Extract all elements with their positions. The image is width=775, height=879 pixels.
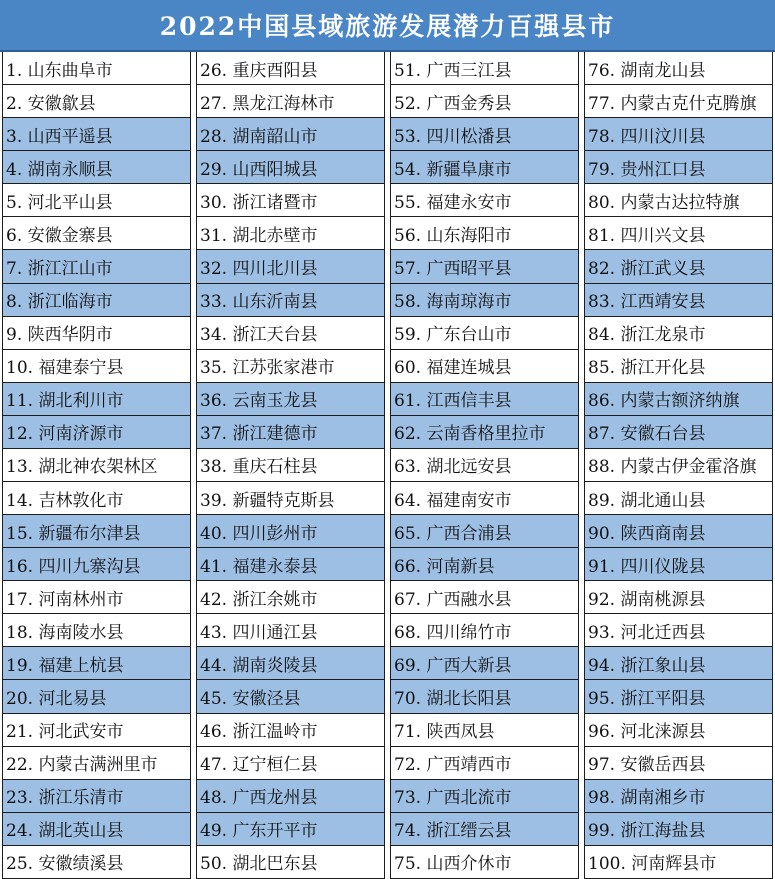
ranking-cell: 58. 海南琼海市 xyxy=(391,284,578,317)
ranking-cell: 79. 贵州江口县 xyxy=(585,151,772,184)
ranking-cell: 47. 辽宁桓仁县 xyxy=(197,747,384,780)
ranking-cell: 57. 广西昭平县 xyxy=(391,250,578,283)
ranking-cell: 92. 湖南桃源县 xyxy=(585,581,772,614)
ranking-cell: 90. 陕西商南县 xyxy=(585,515,772,548)
ranking-cell: 34. 浙江天台县 xyxy=(197,317,384,350)
ranking-cell: 63. 湖北远安县 xyxy=(391,449,578,482)
ranking-cell: 13. 湖北神农架林区 xyxy=(3,449,190,482)
ranking-cell: 38. 重庆石柱县 xyxy=(197,449,384,482)
ranking-cell: 82. 浙江武义县 xyxy=(585,250,772,283)
ranking-cell: 15. 新疆布尔津县 xyxy=(3,515,190,548)
ranking-cell: 29. 山西阳城县 xyxy=(197,151,384,184)
ranking-cell: 87. 安徽石台县 xyxy=(585,416,772,449)
ranking-cell: 3. 山西平遥县 xyxy=(3,118,190,151)
ranking-cell: 73. 广西北流市 xyxy=(391,780,578,813)
ranking-cell: 62. 云南香格里拉市 xyxy=(391,416,578,449)
ranking-cell: 53. 四川松潘县 xyxy=(391,118,578,151)
ranking-grid xyxy=(0,52,775,879)
ranking-cell: 71. 陕西凤县 xyxy=(391,714,578,747)
ranking-cell: 16. 四川九寨沟县 xyxy=(3,548,190,581)
ranking-column-2 xyxy=(196,52,385,879)
ranking-cell: 89. 湖北通山县 xyxy=(585,482,772,515)
ranking-cell: 42. 浙江余姚市 xyxy=(197,581,384,614)
ranking-cell: 96. 河北涞源县 xyxy=(585,714,772,747)
ranking-cell: 30. 浙江诸暨市 xyxy=(197,184,384,217)
ranking-cell: 2. 安徽歙县 xyxy=(3,85,190,118)
ranking-cell: 49. 广东开平市 xyxy=(197,813,384,846)
ranking-cell: 18. 海南陵水县 xyxy=(3,614,190,647)
ranking-cell: 60. 福建连城县 xyxy=(391,350,578,383)
ranking-cell: 59. 广东台山市 xyxy=(391,317,578,350)
ranking-cell: 39. 新疆特克斯县 xyxy=(197,482,384,515)
ranking-cell: 94. 浙江象山县 xyxy=(585,647,772,680)
ranking-cell: 26. 重庆酉阳县 xyxy=(197,52,384,85)
ranking-cell: 98. 湖南湘乡市 xyxy=(585,780,772,813)
ranking-cell: 25. 安徽绩溪县 xyxy=(3,846,190,879)
ranking-cell: 28. 湖南韶山市 xyxy=(197,118,384,151)
ranking-cell: 70. 湖北长阳县 xyxy=(391,680,578,713)
ranking-cell: 48. 广西龙州县 xyxy=(197,780,384,813)
ranking-cell: 11. 湖北利川市 xyxy=(3,383,190,416)
ranking-cell: 24. 湖北英山县 xyxy=(3,813,190,846)
ranking-cell: 95. 浙江平阳县 xyxy=(585,680,772,713)
ranking-cell: 99. 浙江海盐县 xyxy=(585,813,772,846)
ranking-cell: 83. 江西靖安县 xyxy=(585,284,772,317)
ranking-cell: 88. 内蒙古伊金霍洛旗 xyxy=(585,449,772,482)
ranking-cell: 93. 河北迁西县 xyxy=(585,614,772,647)
ranking-cell: 19. 福建上杭县 xyxy=(3,647,190,680)
ranking-cell: 35. 江苏张家港市 xyxy=(197,350,384,383)
ranking-column-4 xyxy=(584,52,773,879)
ranking-cell: 56. 山东海阳市 xyxy=(391,217,578,250)
ranking-cell: 7. 浙江江山市 xyxy=(3,250,190,283)
ranking-cell: 80. 内蒙古达拉特旗 xyxy=(585,184,772,217)
ranking-cell: 37. 浙江建德市 xyxy=(197,416,384,449)
ranking-cell: 66. 河南新县 xyxy=(391,548,578,581)
ranking-cell: 33. 山东沂南县 xyxy=(197,284,384,317)
ranking-cell: 23. 浙江乐清市 xyxy=(3,780,190,813)
ranking-cell: 91. 四川仪陇县 xyxy=(585,548,772,581)
ranking-cell: 4. 湖南永顺县 xyxy=(3,151,190,184)
ranking-cell: 27. 黑龙江海林市 xyxy=(197,85,384,118)
ranking-cell: 74. 浙江缙云县 xyxy=(391,813,578,846)
ranking-cell: 31. 湖北赤壁市 xyxy=(197,217,384,250)
ranking-cell: 46. 浙江温岭市 xyxy=(197,714,384,747)
ranking-cell: 50. 湖北巴东县 xyxy=(197,846,384,879)
ranking-cell: 100. 河南辉县市 xyxy=(585,846,772,879)
ranking-cell: 81. 四川兴文县 xyxy=(585,217,772,250)
ranking-cell: 43. 四川通江县 xyxy=(197,614,384,647)
ranking-cell: 40. 四川彭州市 xyxy=(197,515,384,548)
ranking-cell: 61. 江西信丰县 xyxy=(391,383,578,416)
ranking-cell: 45. 安徽泾县 xyxy=(197,680,384,713)
ranking-cell: 12. 河南济源市 xyxy=(3,416,190,449)
ranking-cell: 51. 广西三江县 xyxy=(391,52,578,85)
ranking-cell: 17. 河南林州市 xyxy=(3,581,190,614)
ranking-cell: 64. 福建南安市 xyxy=(391,482,578,515)
ranking-cell: 41. 福建永泰县 xyxy=(197,548,384,581)
ranking-cell: 8. 浙江临海市 xyxy=(3,284,190,317)
ranking-cell: 85. 浙江开化县 xyxy=(585,350,772,383)
ranking-cell: 75. 山西介休市 xyxy=(391,846,578,879)
ranking-cell: 67. 广西融水县 xyxy=(391,581,578,614)
ranking-cell: 65. 广西合浦县 xyxy=(391,515,578,548)
ranking-cell: 14. 吉林敦化市 xyxy=(3,482,190,515)
ranking-cell: 55. 福建永安市 xyxy=(391,184,578,217)
ranking-cell: 84. 浙江龙泉市 xyxy=(585,317,772,350)
ranking-cell: 54. 新疆阜康市 xyxy=(391,151,578,184)
ranking-cell: 22. 内蒙古满洲里市 xyxy=(3,747,190,780)
ranking-cell: 36. 云南玉龙县 xyxy=(197,383,384,416)
ranking-cell: 72. 广西靖西市 xyxy=(391,747,578,780)
ranking-cell: 86. 内蒙古额济纳旗 xyxy=(585,383,772,416)
ranking-cell: 69. 广西大新县 xyxy=(391,647,578,680)
ranking-column-1 xyxy=(2,52,191,879)
page-title: 2022中国县域旅游发展潜力百强县市 xyxy=(0,0,775,52)
ranking-cell: 52. 广西金秀县 xyxy=(391,85,578,118)
ranking-cell: 68. 四川绵竹市 xyxy=(391,614,578,647)
ranking-cell: 97. 安徽岳西县 xyxy=(585,747,772,780)
ranking-column-3 xyxy=(390,52,579,879)
ranking-cell: 1. 山东曲阜市 xyxy=(3,52,190,85)
ranking-cell: 21. 河北武安市 xyxy=(3,714,190,747)
ranking-cell: 5. 河北平山县 xyxy=(3,184,190,217)
ranking-cell: 78. 四川汶川县 xyxy=(585,118,772,151)
ranking-cell: 32. 四川北川县 xyxy=(197,250,384,283)
ranking-cell: 77. 内蒙古克什克腾旗 xyxy=(585,85,772,118)
ranking-cell: 6. 安徽金寨县 xyxy=(3,217,190,250)
ranking-cell: 20. 河北易县 xyxy=(3,680,190,713)
ranking-cell: 9. 陕西华阴市 xyxy=(3,317,190,350)
ranking-cell: 44. 湖南炎陵县 xyxy=(197,647,384,680)
ranking-cell: 76. 湖南龙山县 xyxy=(585,52,772,85)
ranking-cell: 10. 福建泰宁县 xyxy=(3,350,190,383)
